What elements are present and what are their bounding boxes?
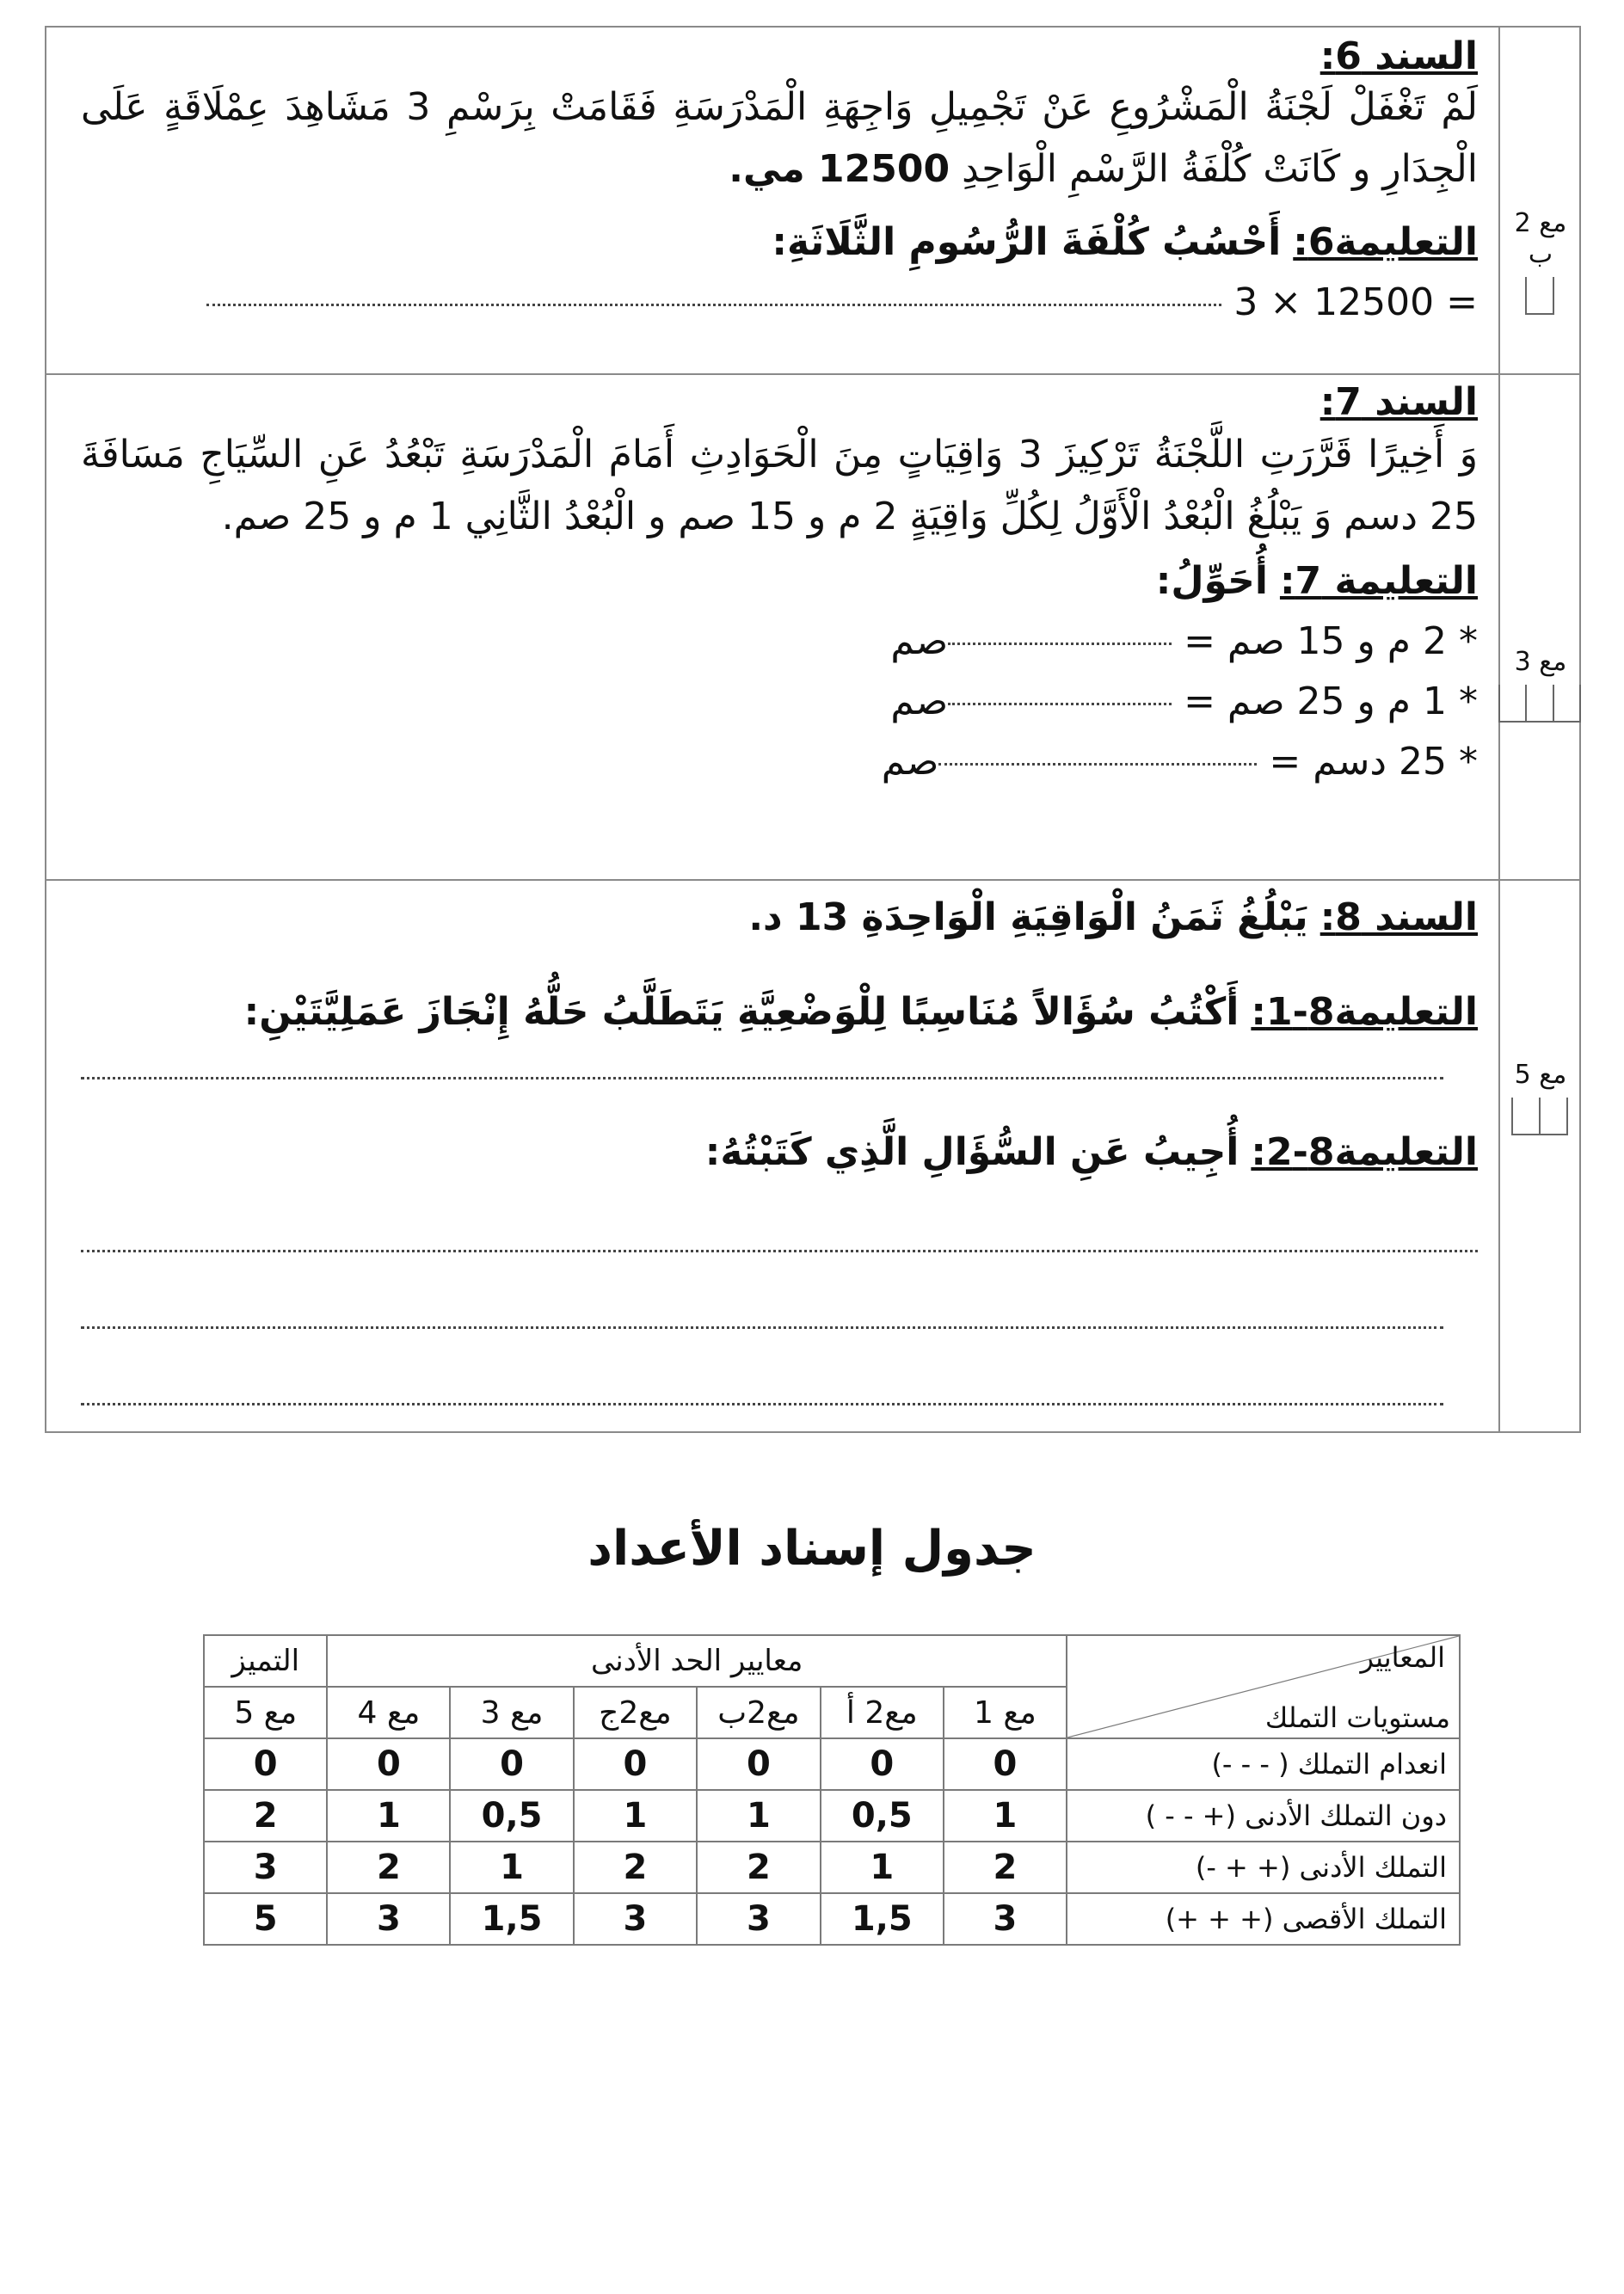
column-header: مع2ب xyxy=(697,1687,821,1738)
table-row xyxy=(204,1842,1460,1893)
grading-table xyxy=(203,1634,1461,1946)
criterion-cell: مع 5 xyxy=(1500,1060,1581,1135)
answer-dots[interactable] xyxy=(948,642,1172,645)
score-cell: 0 xyxy=(821,1738,944,1790)
score-cell: 0 xyxy=(944,1738,1067,1790)
section-divider xyxy=(46,373,1579,375)
level-cell: دون التملك الأدنى (+ - - ) xyxy=(1067,1790,1460,1842)
score-cell: 5 xyxy=(204,1893,327,1945)
score-cell: 1 xyxy=(821,1842,944,1893)
section-8 xyxy=(46,888,1497,1405)
column-header: مع 3 xyxy=(450,1687,573,1738)
header-corner-cell xyxy=(1067,1635,1460,1738)
table-row xyxy=(204,1790,1460,1842)
score-cell: 0 xyxy=(204,1738,327,1790)
score-cell: 0 xyxy=(697,1738,821,1790)
section-text: لَمْ تَغْفَلْ لَجْنَةُ الْمَشْرُوعِ عَنْ تَجْمِيلِ وَاجِهَةِ الْمَدْرَسَةِ فَقَامَتْ بِرَسْمِ 3 مَشَاهِدَ عِمْلَاقَةٍ عَلَى الْجِدَارِ و كَانَتْ كُلْفَةُ الرَّسْمِ الْوَاحِدِ 12500 مي. xyxy=(81,85,1479,191)
column-header: مع2 أ xyxy=(821,1687,944,1738)
answer-dots[interactable] xyxy=(206,303,1221,306)
level-cell: التملك الأدنى (+ + -) xyxy=(1067,1842,1460,1893)
section-text: السند 8: يَبْلُغُ ثَمَنُ الْوَاقِيَةِ الْوَاحِدَةِ 13 د. xyxy=(748,895,1478,939)
answer-line[interactable] xyxy=(81,1077,1443,1079)
answer-line[interactable] xyxy=(81,1250,1478,1252)
section-label: السند 7: xyxy=(1320,380,1478,424)
score-cell: 3 xyxy=(204,1842,327,1893)
score-cell: 3 xyxy=(697,1893,821,1945)
grading-title: جدول إسناد الأعداد xyxy=(587,1521,1037,1577)
score-boxes[interactable] xyxy=(1500,1098,1581,1135)
table-row xyxy=(204,1738,1460,1790)
score-cell: 1,5 xyxy=(450,1893,573,1945)
score-cell: 3 xyxy=(574,1893,697,1945)
answer-line[interactable] xyxy=(81,1403,1443,1405)
column-header: مع 5 xyxy=(204,1687,327,1738)
score-cell: 2 xyxy=(574,1842,697,1893)
section-divider xyxy=(46,879,1579,881)
exercise-frame xyxy=(45,26,1581,1433)
instruction: التعليمة8-1: أَكْتُبُ سُؤَالاً مُنَاسِبًا لِلْوَضْعِيَّةِ يَتَطَلَّبُ حَلُّهُ إِنْجَازَ عَمَلِيَّتَيْنِ: xyxy=(243,990,1478,1034)
level-cell: انعدام التملك ( - - -) xyxy=(1067,1738,1460,1790)
score-cell: 2 xyxy=(944,1842,1067,1893)
score-cell: 3 xyxy=(944,1893,1067,1945)
score-cell: 3 xyxy=(327,1893,450,1945)
score-cell: 0 xyxy=(327,1738,450,1790)
score-cell: 0 xyxy=(574,1738,697,1790)
table-row xyxy=(204,1893,1460,1945)
score-cell: 0 xyxy=(450,1738,573,1790)
score-cell: 1 xyxy=(450,1842,573,1893)
score-cell: 1 xyxy=(697,1790,821,1842)
conversion-line[interactable]: * 1 م و 25 صم = صم xyxy=(890,680,1478,723)
section-6 xyxy=(46,34,1497,333)
levels-header: مستويات التملك xyxy=(1264,1701,1450,1734)
score-boxes[interactable] xyxy=(1500,277,1581,315)
score-cell: 1 xyxy=(944,1790,1067,1842)
excellence-group: التميز xyxy=(204,1635,327,1687)
level-cell: التملك الأقصى (+ + +) xyxy=(1067,1893,1460,1945)
instruction: التعليمة8-2: أُجِيبُ عَنِ السُّؤَالِ الَّذِي كَتَبْتُهُ: xyxy=(704,1130,1478,1174)
score-cell: 1,5 xyxy=(821,1893,944,1945)
score-cell: 2 xyxy=(697,1842,821,1893)
score-cell: 2 xyxy=(327,1842,450,1893)
score-cell: 1 xyxy=(574,1790,697,1842)
answer-line[interactable]: 3 × 12500 = xyxy=(81,273,1478,333)
score-boxes[interactable] xyxy=(1500,685,1581,723)
criterion-cell: مع 2 ب xyxy=(1500,208,1581,315)
column-header: مع 4 xyxy=(327,1687,450,1738)
section-text: وَ أَخِيرًا قَرَّرَتِ اللَّجْنَةُ تَرْكِيزَ 3 وَاقِيَاتٍ مِنَ الْحَوَادِثِ أَمَامَ الْمَدْرَسَةِ تَبْعُدُ عَنِ السِّيَاجِ مَسَافَةَ 25 دسم وَ يَبْلُغُ الْبُعْدُ الْأَوَّلُ لِكُلِّ وَاقِيَةٍ 2 م و 15 صم و الْبُعْدُ الثَّانِي 1 م و 25 صم. xyxy=(81,433,1478,538)
answer-dots[interactable] xyxy=(948,702,1172,705)
column-header: مع2ج xyxy=(574,1687,697,1738)
score-cell: 1 xyxy=(327,1790,450,1842)
score-cell: 0,5 xyxy=(821,1790,944,1842)
score-cell: 2 xyxy=(204,1790,327,1842)
section-label: السند 6: xyxy=(1320,34,1478,78)
section-7 xyxy=(46,380,1497,792)
criteria-header: المعايير xyxy=(1360,1641,1445,1674)
instruction: التعليمة 7: أُحَوِّلُ: xyxy=(1155,559,1478,603)
conversion-line[interactable]: * 2 م و 15 صم = صم xyxy=(890,619,1478,663)
answer-dots[interactable] xyxy=(938,762,1257,766)
min-criteria-group: معايير الحد الأدنى xyxy=(327,1635,1066,1687)
score-cell: 0,5 xyxy=(450,1790,573,1842)
answer-line[interactable] xyxy=(81,1326,1443,1329)
instruction: التعليمة6: أَحْسُبُ كُلْفَةَ الرُّسُومِ الثَّلَاثَةِ: xyxy=(772,220,1478,264)
conversion-line[interactable]: * 25 دسم = صم xyxy=(881,740,1478,784)
column-header: مع 1 xyxy=(944,1687,1067,1738)
criterion-cell: مع 3 xyxy=(1500,647,1581,723)
